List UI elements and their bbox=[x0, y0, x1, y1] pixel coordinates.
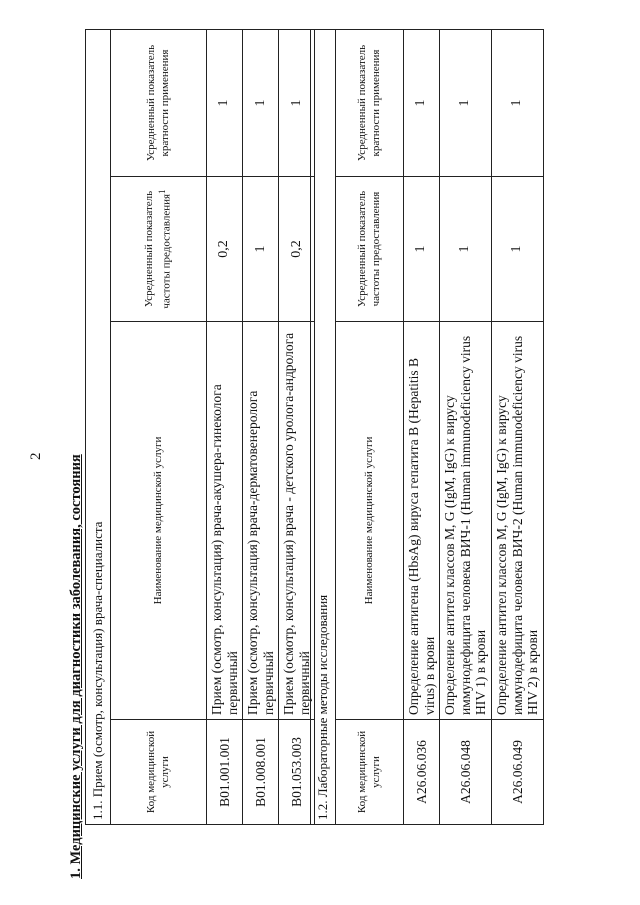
col-header-multiplicity: Усредненный показатель кратности применения bbox=[111, 29, 207, 176]
section-title: 1. Медицинские услуги для диагностики заболевания, состояния bbox=[68, 454, 84, 879]
service-code: B01.053.003 bbox=[279, 720, 315, 825]
multiplicity-value: 1 bbox=[279, 29, 315, 176]
frequency-value: 1 bbox=[492, 177, 544, 322]
table-caption: 1.1. Прием (осмотр, консультация) врача-специалиста bbox=[86, 29, 111, 824]
table-row bbox=[243, 29, 279, 824]
col-header-frequency-text: Усредненный показатель частоты предоставления bbox=[143, 190, 173, 309]
table-row bbox=[492, 29, 544, 824]
col-header-name: Наименование медицинской услуги bbox=[111, 322, 207, 720]
table-caption: 1.2. Лабораторные методы исследования bbox=[311, 29, 336, 824]
col-header-code: Код медицинской услуги bbox=[111, 720, 207, 825]
multiplicity-value: 1 bbox=[243, 29, 279, 176]
frequency-value: 1 bbox=[243, 177, 279, 322]
service-name: Определение антигена (HbsAg) вируса гепатита B (Hepatitis B virus) в крови bbox=[404, 322, 440, 720]
frequency-value: 0,2 bbox=[207, 177, 243, 322]
table-row bbox=[404, 29, 440, 824]
service-name: Прием (осмотр, консультация) врача-дерматовенеролога первичный bbox=[243, 322, 279, 720]
service-code: A26.06.048 bbox=[440, 720, 492, 825]
col-header-frequency: Усредненный показатель частоты предоставления bbox=[336, 177, 404, 322]
service-name: Определение антител классов M, G (IgM, IgG) к вирусу иммунодефицита человека ВИЧ-1 (Human immunodeficiency virus HIV 1) в крови bbox=[440, 322, 492, 720]
service-code: A26.06.049 bbox=[492, 720, 544, 825]
service-name: Прием (осмотр, консультация) врача-акушера-гинеколога первичный bbox=[207, 322, 243, 720]
multiplicity-value: 1 bbox=[207, 29, 243, 176]
multiplicity-value: 1 bbox=[440, 29, 492, 176]
page-number: 2 bbox=[28, 452, 44, 460]
multiplicity-value: 1 bbox=[492, 29, 544, 176]
frequency-value: 1 bbox=[404, 177, 440, 322]
service-code: A26.06.036 bbox=[404, 720, 440, 825]
table-consultations bbox=[85, 29, 315, 825]
col-header-name: Наименование медицинской услуги bbox=[336, 322, 404, 720]
service-code: B01.001.001 bbox=[207, 720, 243, 825]
table-row bbox=[207, 29, 243, 824]
frequency-value: 0,2 bbox=[279, 177, 315, 322]
footnote-mark: 1 bbox=[156, 189, 167, 194]
col-header-multiplicity: Усредненный показатель кратности применения bbox=[336, 29, 404, 176]
service-code: B01.008.001 bbox=[243, 720, 279, 825]
multiplicity-value: 1 bbox=[404, 29, 440, 176]
col-header-code: Код медицинской услуги bbox=[336, 720, 404, 825]
frequency-value: 1 bbox=[440, 177, 492, 322]
service-name: Прием (осмотр, консультация) врача - детского уролога-андролога первичный bbox=[279, 322, 315, 720]
table-row bbox=[440, 29, 492, 824]
table-laboratory bbox=[310, 29, 544, 825]
service-name: Определение антител классов M, G (IgM, IgG) к вирусу иммунодефицита человека ВИЧ-2 (Human immunodeficiency virus HIV 2) в крови bbox=[492, 322, 544, 720]
col-header-frequency bbox=[111, 177, 207, 322]
